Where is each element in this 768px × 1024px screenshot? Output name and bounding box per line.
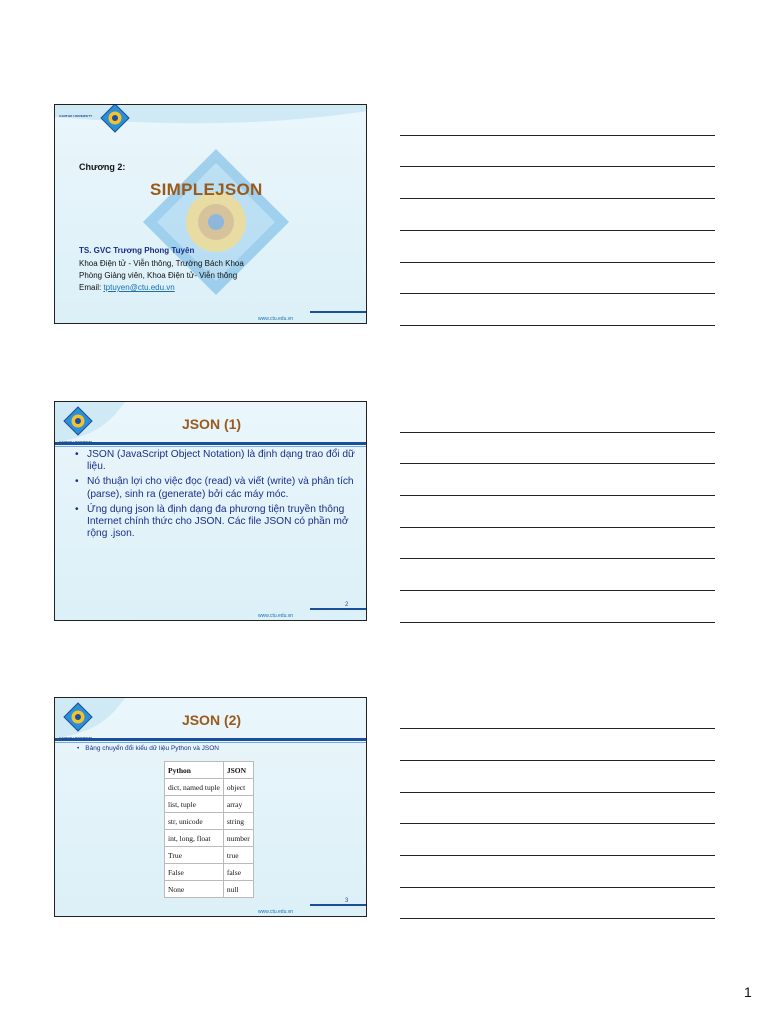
bullet-dot: • — [77, 745, 80, 752]
note-line — [400, 760, 715, 761]
footer-rule — [310, 311, 367, 313]
bullet-list — [75, 449, 367, 543]
table-row — [165, 796, 254, 813]
bullet-item: • Ứng dụng json là định dạng đa phương tiện truyền thông Internet chính thức cho JSON. Các file JSON có phần mở rộng .json. — [75, 504, 367, 541]
note-line — [400, 293, 715, 294]
json-type-cell: false — [223, 864, 253, 881]
json-type-cell: true — [223, 847, 253, 864]
note-line — [400, 558, 715, 559]
column-header-python: Python — [165, 762, 224, 779]
python-type-cell: True — [165, 847, 224, 864]
note-line — [400, 792, 715, 793]
note-line — [400, 823, 715, 824]
footer-url: www.ctu.edu.vn — [258, 909, 294, 915]
note-line — [400, 135, 715, 136]
university-label: CANTHO UNIVERSITY — [59, 114, 93, 118]
university-logo-icon — [100, 104, 130, 133]
slide-title: SIMPLEJSON — [150, 180, 263, 199]
note-line — [400, 325, 715, 326]
bullet-text: Bảng chuyển đổi kiểu dữ liệu Python và JSON — [85, 745, 219, 752]
python-json-type-table — [164, 761, 254, 898]
bullet-item — [77, 745, 219, 752]
json-type-cell: string — [223, 813, 253, 830]
table-row — [165, 847, 254, 864]
page-number: 1 — [744, 984, 752, 1000]
python-type-cell: int, long, float — [165, 830, 224, 847]
header-rule — [55, 442, 367, 445]
note-line — [400, 918, 715, 919]
office-line: Phòng Giảng viên, Khoa Điện tử- Viễn thông — [79, 271, 238, 280]
slide-title: JSON (2) — [181, 712, 242, 728]
note-line — [400, 887, 715, 888]
json-type-cell: number — [223, 830, 253, 847]
header-rule — [55, 738, 367, 741]
note-line — [400, 855, 715, 856]
column-header-json: JSON — [223, 762, 253, 779]
footer-rule — [310, 608, 367, 610]
note-line — [400, 728, 715, 729]
note-line — [400, 166, 715, 167]
python-type-cell: None — [165, 881, 224, 898]
slide-title: JSON (1) — [181, 416, 242, 432]
json-type-cell: null — [223, 881, 253, 898]
table-row — [165, 881, 254, 898]
bullet-item: • JSON (JavaScript Object Notation) là định dạng trao đổi dữ liệu. — [75, 449, 367, 473]
note-line — [400, 463, 715, 464]
slide-3-thumbnail — [54, 697, 367, 917]
table-row — [165, 813, 254, 830]
author-name: TS. GVC Trương Phong Tuyên — [79, 246, 195, 255]
json-type-cell: object — [223, 779, 253, 796]
table-row — [165, 779, 254, 796]
python-type-cell: str, unicode — [165, 813, 224, 830]
footer-rule — [310, 904, 367, 906]
note-line — [400, 230, 715, 231]
table-row — [165, 830, 254, 847]
slide-number: 3 — [345, 898, 349, 904]
email-label: Email: — [79, 283, 104, 292]
note-line — [400, 432, 715, 433]
chapter-label: Chương 2: — [79, 162, 126, 172]
note-line — [400, 590, 715, 591]
header-rule-thin — [55, 446, 367, 447]
note-line — [400, 495, 715, 496]
table-header-row — [165, 762, 254, 779]
python-type-cell: list, tuple — [165, 796, 224, 813]
footer-url: www.ctu.edu.vn — [258, 613, 294, 619]
email-link[interactable]: tptuyen@ctu.edu.vn — [103, 283, 175, 292]
footer-url: www.ctu.edu.vn — [258, 316, 294, 322]
note-line — [400, 198, 715, 199]
slide-2-thumbnail — [54, 401, 367, 621]
json-type-cell: array — [223, 796, 253, 813]
bullet-item: • Nó thuận lợi cho việc đọc (read) và viết (write) và phân tích (parse), sinh ra (generate) bởi các máy móc. — [75, 476, 367, 500]
note-line — [400, 622, 715, 623]
python-type-cell: False — [165, 864, 224, 881]
python-type-cell: dict, named tuple — [165, 779, 224, 796]
note-line — [400, 527, 715, 528]
slide-1-thumbnail — [54, 104, 367, 324]
email-line — [79, 283, 175, 292]
slide-number: 2 — [345, 602, 349, 608]
header-rule-thin — [55, 742, 367, 743]
table-row — [165, 864, 254, 881]
note-line — [400, 262, 715, 263]
department-line: Khoa Điện tử - Viễn thông, Trường Bách Khoa — [79, 259, 244, 268]
